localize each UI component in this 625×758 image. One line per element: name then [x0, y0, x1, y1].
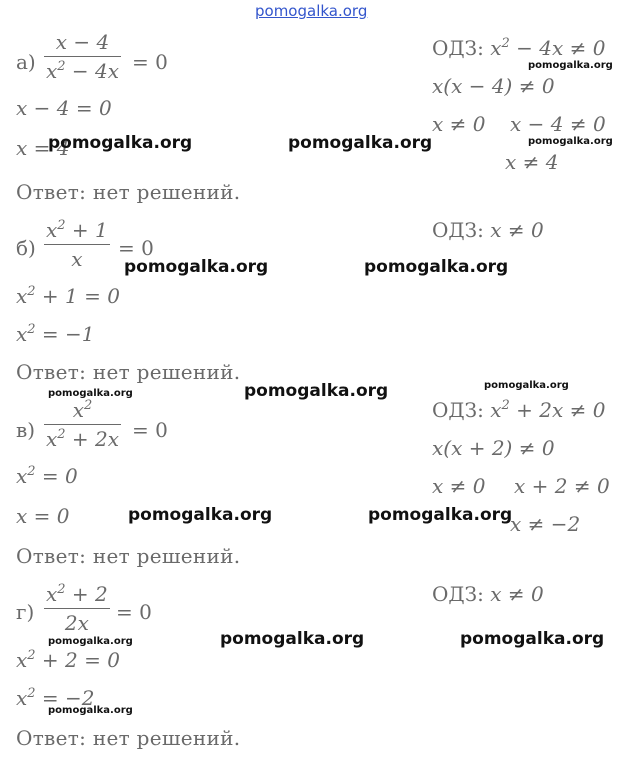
problem-b-letter: б): [16, 236, 36, 260]
problem-a-odz-step-4: x ≠ 4: [505, 150, 559, 174]
problem-c-numerator: $x^2$: [72, 398, 93, 422]
watermark: pomogalka.org: [244, 381, 389, 401]
problem-b-answer: Ответ: нет решений.: [16, 360, 241, 384]
problem-d-numerator: $x^2 + 2$: [46, 582, 108, 606]
watermark: pomogalka.org: [528, 136, 613, 147]
problem-c-odz-step-4: x ≠ −2: [510, 512, 581, 536]
watermark: pomogalka.org: [364, 257, 509, 277]
watermark: pomogalka.org: [48, 388, 133, 399]
problem-a-odz-step-3: x − 4 ≠ 0: [510, 112, 606, 136]
problem-a-equals: = 0: [132, 50, 168, 74]
problem-a-odz-step-1: x(x − 4) ≠ 0: [432, 74, 555, 98]
problem-d-step-1: $x^2 + 2 = 0$: [16, 648, 120, 672]
problem-c-fraction: [44, 398, 121, 451]
problem-c-odz-step-3: x + 2 ≠ 0: [514, 474, 610, 498]
problem-d-letter: г): [16, 600, 35, 624]
problem-b-odz: ОДЗ: x ≠ 0: [432, 218, 544, 242]
problem-d-odz: ОДЗ: x ≠ 0: [432, 582, 544, 606]
problem-a-odz-step-2: x ≠ 0: [432, 112, 486, 136]
watermark: pomogalka.org: [48, 636, 133, 647]
watermark: pomogalka.org: [528, 60, 613, 71]
problem-d-fraction: [44, 582, 110, 635]
problem-c-step-2: x = 0: [16, 504, 70, 528]
problem-a-denominator: $x^2 - 4x$: [46, 59, 120, 83]
problem-c-answer: Ответ: нет решений.: [16, 544, 241, 568]
problem-a-odz: ОДЗ: $x^2 - 4x \ne 0$: [432, 36, 606, 60]
problem-d-denominator: 2x: [64, 611, 89, 635]
watermark: pomogalka.org: [368, 505, 513, 525]
watermark: pomogalka.org: [460, 629, 605, 649]
problem-b-numerator: $x^2 + 1$: [46, 218, 108, 242]
problem-d-equals: = 0: [116, 600, 152, 624]
problem-c-equals: = 0: [132, 418, 168, 442]
problem-a-letter: а): [16, 50, 36, 74]
problem-a-step-1: x − 4 = 0: [16, 96, 112, 120]
watermark: pomogalka.org: [484, 380, 569, 391]
watermark: pomogalka.org: [48, 133, 193, 153]
site-link[interactable]: pomogalka.org: [255, 2, 368, 20]
problem-c-odz-step-1: x(x + 2) ≠ 0: [432, 436, 555, 460]
problem-d-step-2: $x^2 = -2$: [16, 686, 95, 710]
watermark: pomogalka.org: [124, 257, 269, 277]
watermark: pomogalka.org: [128, 505, 273, 525]
problem-a-numerator: x − 4: [55, 30, 110, 54]
watermark: pomogalka.org: [288, 133, 433, 153]
problem-b-step-1: $x^2 + 1 = 0$: [16, 284, 120, 308]
problem-c-odz: ОДЗ: $x^2 + 2x \ne 0$: [432, 398, 606, 422]
problem-c-letter: в): [16, 418, 36, 442]
problem-b-step-2: $x^2 = -1$: [16, 322, 95, 346]
problem-b-denominator: x: [71, 247, 83, 271]
problem-a-fraction: [44, 30, 121, 83]
problem-b-fraction: [44, 218, 110, 271]
problem-d-answer: Ответ: нет решений.: [16, 726, 241, 750]
problem-c-odz-step-2: x ≠ 0: [432, 474, 486, 498]
problem-c-denominator: $x^2 + 2x$: [46, 427, 120, 451]
problem-a-answer: Ответ: нет решений.: [16, 180, 241, 204]
problem-b-equals: = 0: [118, 236, 154, 260]
watermark: pomogalka.org: [220, 629, 365, 649]
watermark: pomogalka.org: [48, 705, 133, 716]
problem-c-step-1: $x^2 = 0$: [16, 464, 78, 488]
problem-a-step-2: x = 4: [16, 136, 70, 160]
